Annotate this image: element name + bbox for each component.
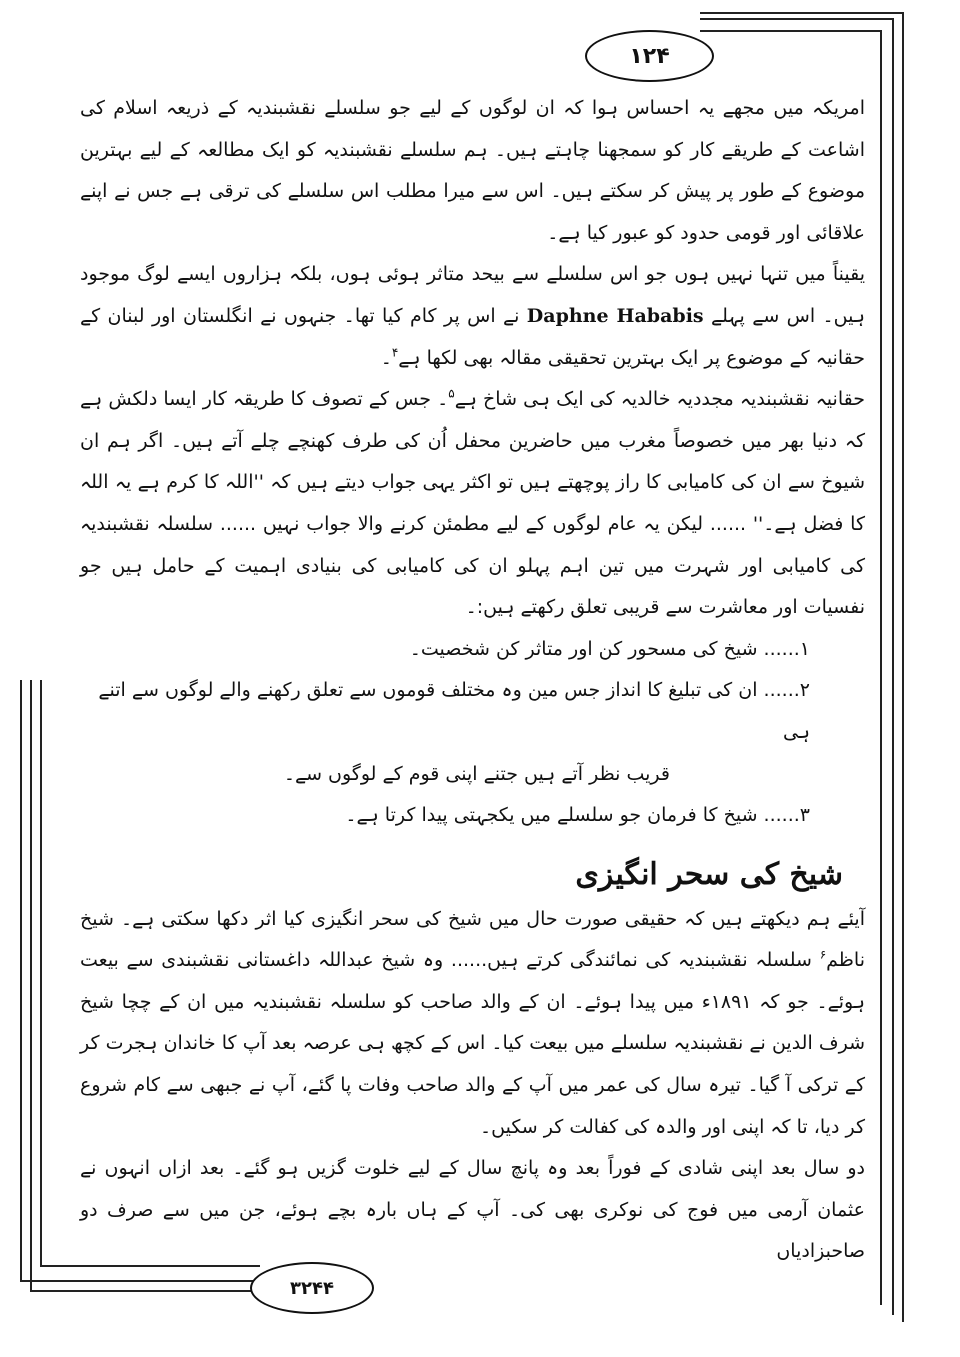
paragraph-2: یقیناً میں تنہا نہیں ہوں جو اس سلسلے سے بیحد متاثر ہوئی ہوں، بلکہ ہزاروں ایسے لوگ موجود ہیں۔ اس سے پہلے Daphne Hababis نے اس پر کام کیا تھا۔ جنہوں نے انگلستان اور لبنان کے حقانیہ کے موضوع پر ایک بہترین تحقیقی مقالہ بھی لکھا ہے$^۴$۔ xyxy=(80,263,865,369)
author-name: Daphne Hababis xyxy=(526,304,704,327)
border-line xyxy=(30,680,32,1290)
paragraph-4-text-a: آیئے ہم دیکھتے ہیں کہ حقیقی صورت حال میں شیخ کی سحر انگیزی کیا اثر دکھا سکتی ہے۔ شیخ ناظم xyxy=(80,907,865,972)
footnote-ref: ۵ xyxy=(448,386,455,401)
page-number-bottom: ۳۲۴۴ xyxy=(250,1262,374,1314)
list-item-3: ۳...... شیخ کا فرمان جو سلسلے میں یکجہتی پیدا کرتا ہے۔ xyxy=(345,804,810,827)
list-item-2-continued: قریب نظر آتے ہیں جتنے اپنی قوم کے لوگوں سے۔ xyxy=(283,762,670,785)
page-number-top: ۱۲۴ xyxy=(585,30,714,82)
paragraph-4 xyxy=(80,899,865,1149)
paragraph-2-text-b: نے اس پر کام کیا تھا۔ جنہوں نے انگلستان اور لبنان کے حقانیہ کے موضوع پر ایک بہترین تحقیقی مقالہ بھی لکھا ہے xyxy=(80,304,865,369)
page-content xyxy=(80,88,865,1273)
paragraph-3: حقانیہ نقشبندیہ مجددیہ خالدیہ کی ایک ہی شاخ ہے$^۵$۔ جس کے تصوف کا طریقہ کار ایسا دلکش ہے کہ دنیا بھر میں خصوصاً مغرب میں حاضرین محفل اُن کی طرف کھنچے چلے آتے ہیں۔ اگر ہم ان شیوخ سے ان کی کامیابی کا راز پوچھتے ہیں تو اکثر یہی جواب دیتے ہیں کہ ''اللہ کا کرم ہے یہ اللہ کا فضل ہے۔'' ...... لیکن یہ عام لوگوں کے لیے مطمئن کرنے والا جواب نہیں ...... سلسلہ نقشبندیہ کی کامیابی اور شہرت میں تین اہم پہلو ان کی کامیابی کی بنیادی اہمیت کے حامل ہیں جو نفسیات اور معاشرت سے قریبی تعلق رکھتے ہیں:۔ xyxy=(80,386,865,619)
border-line xyxy=(40,680,42,1265)
border-line xyxy=(700,30,880,32)
border-line xyxy=(700,18,892,20)
paragraph-3-text-a: حقانیہ نقشبندیہ مجددیہ خالدیہ کی ایک ہی شاخ ہے xyxy=(454,388,865,411)
border-line xyxy=(20,680,22,1280)
paragraph-5: دو سال بعد اپنی شادی کے فوراً بعد وہ پانچ سال کے لیے خلوت گزیں ہو گئے۔ بعد ازاں انہوں نے عثمان آرمی میں فوج کی نوکری بھی کی۔ آپ کے ہاں بارہ بچے ہوئے، جن میں سے صرف دو صاحبزادیاں xyxy=(80,1157,865,1263)
paragraph-3-text-b: جس کے تصوف کا طریقہ کار ایسا دلکش ہے کہ دنیا بھر میں خصوصاً مغرب میں حاضرین محفل اُن کی طرف کھنچے چلے آتے ہیں۔ اگر ہم ان شیوخ سے ان کی کامیابی کا راز پوچھتے ہیں تو اکثر یہی جواب دیتے ہیں کہ ''اللہ کا کرم ہے یہ اللہ کا فضل ہے۔'' ...... لیکن یہ عام لوگوں کے لیے مطمئن کرنے والا جواب نہیں ...... سلسلہ نقشبندیہ کی کامیابی اور شہرت میں تین اہم پہلو ان کی کامیابی کی بنیادی اہمیت کے حامل ہیں جو نفسیات اور معاشرت سے قریبی تعلق رکھتے ہیں:۔ xyxy=(80,388,865,619)
numbered-list xyxy=(80,629,865,837)
list-item-1: ۱...... شیخ کی مسحور کن اور متاثر کن شخصیت۔ xyxy=(409,637,810,660)
footnote-ref: ۶ xyxy=(819,947,827,962)
border-line xyxy=(902,12,904,1322)
footnote-ref: ۴ xyxy=(391,345,399,360)
paragraph-2-text-a: یقیناً میں تنہا نہیں ہوں جو اس سلسلے سے بیحد متاثر ہوئی ہوں، بلکہ ہزاروں ایسے لوگ موجود ہیں۔ اس سے پہلے xyxy=(80,263,865,327)
paragraph-1: امریکہ میں مجھے یہ احساس ہوا کہ ان لوگوں کے لیے جو سلسلے نقشبندیہ کے ذریعہ اسلام کی اشاعت کے طریقے کار کو سمجھنا چاہتے ہیں۔ ہم سلسلے نقشبندیہ کو ایک مطالعہ کے لیے بہترین موضوع کے طور پر پیش کر سکتے ہیں۔ اس سے میرا مطلب اس سلسلے کی ترقی ہے جس نے اپنے علاقائی اور قومی حدود کو عبور کیا ہے۔ xyxy=(80,97,865,244)
section-heading: شیخ کی سحر انگیزی xyxy=(575,856,843,892)
border-line xyxy=(892,18,894,1315)
border-line xyxy=(880,30,882,1305)
paragraph-4-text-b: سلسلہ نقشبندیہ کی نمائندگی کرتے ہیں...... وہ شیخ عبداللہ داغستانی نقشبندی سے بیعت ہوئے۔ جو کہ ۱۸۹۱ء میں پیدا ہوئے۔ ان کے والد صاحب کو سلسلہ نقشبندیہ میں ان کے چچا شیخ شرف الدین نے نقشبندیہ سلسلے میں بیعت کیا۔ اس کے کچھ ہی عرصہ بعد آپ کا خاندان ہجرت کر کے ترکی آ گیا۔ تیرہ سال کی عمر میں آپ کے والد صاحب وفات پا گئے، آپ نے جبھی سے کام شروع کر دیا، تا کہ اپنی اور والدہ کی کفالت کر سکیں۔ xyxy=(80,949,865,1138)
border-line xyxy=(700,12,902,14)
list-item-2: ۲...... ان کی تبلیغ کا انداز جس مین وہ مختلف قوموں سے تعلق رکھنے والے لوگوں سے اتنے ہی xyxy=(98,679,810,743)
